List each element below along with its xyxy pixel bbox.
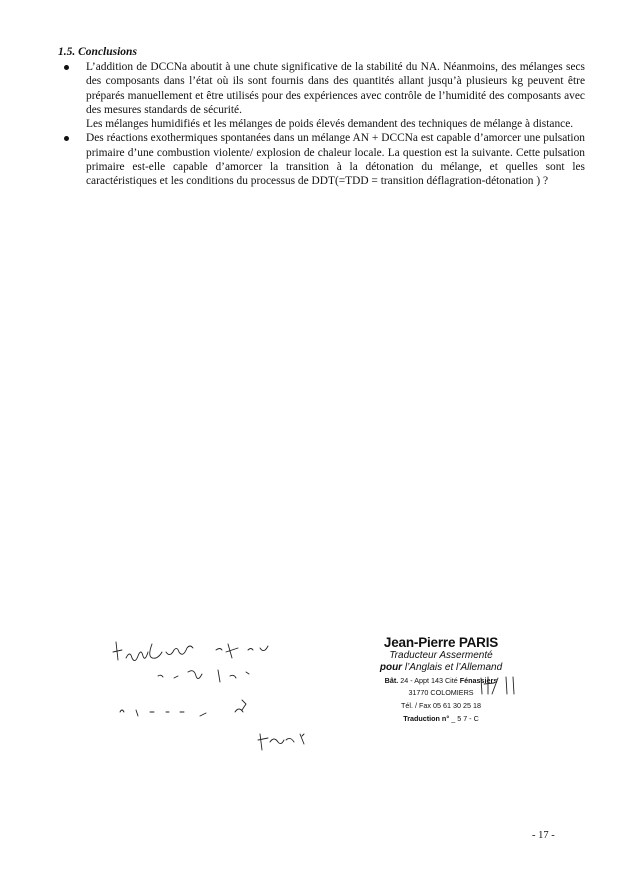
stamp-translation-number: _ 5 7 - C (451, 713, 479, 723)
bullet-item-1 (62, 60, 585, 131)
handwritten-date (478, 674, 518, 696)
section-heading: 1.5. Conclusions (58, 46, 137, 58)
translator-stamp (326, 637, 556, 725)
stamp-languages-text: l’Anglais et l’Allemand (404, 662, 503, 674)
stamp-address (326, 675, 556, 688)
stamp-phone: Tél. / Fax 05 61 30 25 18 (401, 700, 481, 710)
bullet-list (62, 60, 585, 189)
stamp-name: Jean-Pierre PARIS (383, 635, 499, 650)
stamp-translation (326, 713, 556, 726)
stamp-translation-label: Traduction n° (403, 713, 450, 723)
bullet-1-paragraph-1: L’addition de DCCNa aboutit à une chute significative de la stabilité du NA. Néanmoins, des mélanges secs des composants dans l’état où ils sont fournis dans des quantités allant jusqu’à plusieurs kg peuvent être préparés manuellement et être utilisés pour des expériences avec contrôle de l’humidité des composants avec des mesures standards de sécurité. (86, 61, 585, 116)
bullet-2-paragraph-1: Des réactions exothermiques spontanées dans un mélange AN + DCCNa est capable d’amorcer une pulsation primaire d’une combustion violente/ explosion de chaleur locale. La question est la suivante. Cette pulsation primaire est-elle capable d’amorcer la transition à la détonation du mélange, et quelles sont les caractéristiques et les conditions du processus de DDT(=TDD = transition déflagration-détonation ) ? (86, 132, 585, 188)
bullet-item-2 (62, 131, 585, 188)
bullet-dot-icon (64, 136, 69, 141)
stamp-languages (326, 662, 556, 675)
bullet-1-paragraph-2: Les mélanges humidifiés et les mélanges de poids élevés demandent des techniques de mélange à distance. (86, 118, 574, 131)
stamp-address-line: 24 - Appt 143 Cité (400, 675, 458, 685)
stamp-address-bold-end: Fénassiers (459, 675, 498, 685)
stamp-title: Traducteur Assermenté (389, 649, 493, 661)
stamp-pour: pour (379, 662, 403, 674)
handwritten-signature (110, 630, 340, 760)
stamp-city: 31770 COLOMIERS (408, 688, 474, 698)
stamp-address-bold: Bât. (384, 675, 399, 685)
page-number: - 17 - (532, 830, 555, 841)
bullet-dot-icon (64, 65, 69, 70)
